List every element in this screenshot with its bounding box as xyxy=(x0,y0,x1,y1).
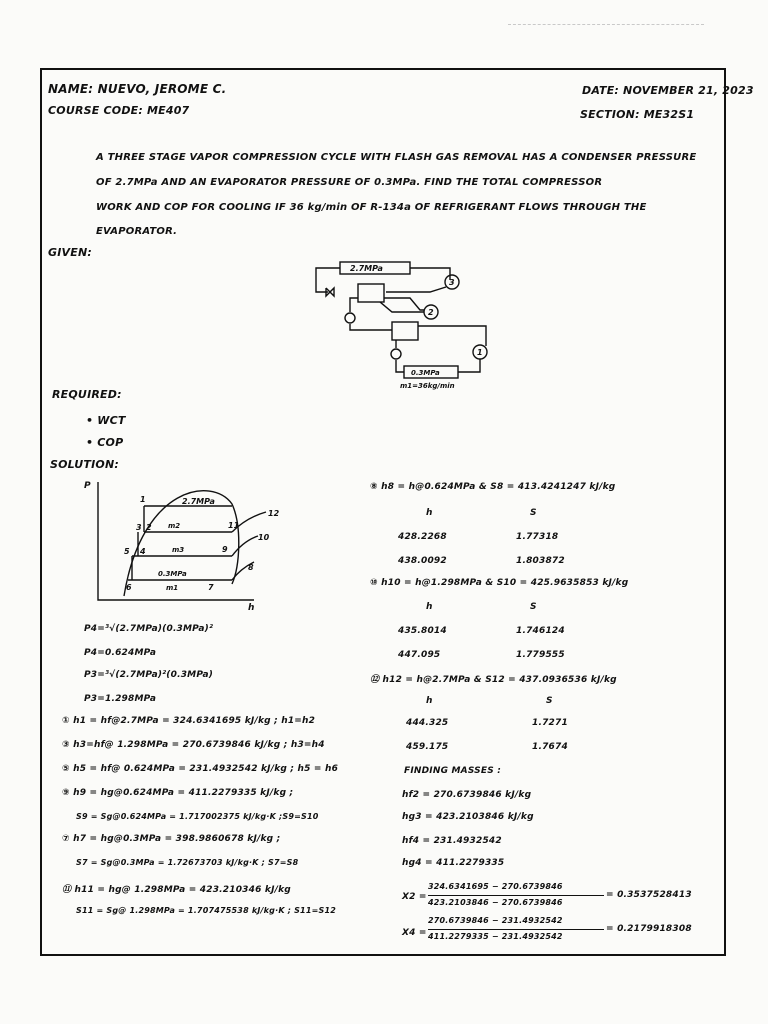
x2-fraction-bar xyxy=(428,895,604,896)
hg4-line: hg4 = 411.2279335 xyxy=(402,858,505,868)
h5-line: ⑤ h5 = hf@ 0.624MPa = 231.4932542 kJ/kg ; h5 = h6 xyxy=(62,764,339,774)
date: DATE: NOVEMBER 21, 2023 xyxy=(582,84,754,97)
top-dotted-line xyxy=(508,24,704,25)
x2-denominator: 423.2103846 − 270.6739846 xyxy=(428,898,563,907)
cycle-schematic xyxy=(300,254,500,394)
ph-diagram xyxy=(82,476,282,612)
x4-numerator: 270.6739846 − 231.4932542 xyxy=(428,916,563,925)
problem-line-4: EVAPORATOR. xyxy=(96,226,178,237)
x2-numerator: 324.6341695 − 270.6739846 xyxy=(428,882,563,891)
ph-m2: m2 xyxy=(168,522,181,530)
pipe-condenser-left xyxy=(316,268,340,292)
t2-row1-s: 1.746124 xyxy=(516,626,565,636)
problem-line-1: A THREE STAGE VAPOR COMPRESSION CYCLE WITH FLASH GAS REMOVAL HAS A CONDENSER PRESSURE xyxy=(96,152,697,163)
h10-line: ⑩ h10 = h@1.298MPa & S10 = 425.9635853 kJ/kg xyxy=(370,578,629,588)
evaporator-pressure-label: 0.3MPa xyxy=(411,369,440,377)
pipe-flash-upper-out xyxy=(384,298,424,310)
pipe-3-to-flash xyxy=(386,287,446,292)
student-name: NAME: NUEVO, JEROME C. xyxy=(48,82,227,96)
pipe-1-to-lower xyxy=(458,359,480,372)
x2-value: = 0.3537528413 xyxy=(606,890,692,900)
ph-point-8: 8 xyxy=(248,563,254,572)
ph-m1: m1 xyxy=(166,584,179,592)
ph-point-7: 7 xyxy=(208,583,214,592)
ph-m3: m3 xyxy=(172,546,185,554)
pipe-condenser-right xyxy=(410,268,450,280)
p4-formula: P4=³√(2.7MPa)(0.3MPa)² xyxy=(84,624,214,634)
t2-head-s: S xyxy=(530,602,537,612)
t3-row2-h: 459.175 xyxy=(406,742,449,752)
flash-tank-lower xyxy=(392,322,418,340)
x4-denominator: 411.2279335 − 231.4932542 xyxy=(428,932,563,941)
h-axis-label: h xyxy=(248,603,255,612)
p-axis-label: P xyxy=(84,481,91,491)
h3-line: ③ h3=hf@ 1.298MPa = 270.6739846 kJ/kg ; h3=h4 xyxy=(62,740,325,750)
x4-lhs: X4 = xyxy=(402,928,427,938)
circle-1-label: 1 xyxy=(477,348,483,357)
h8-line: ⑧ h8 = h@0.624MPa & S8 = 413.4241247 kJ/kg xyxy=(370,482,616,492)
ph-top-pressure: 2.7MPa xyxy=(182,497,215,506)
t1-row2-h: 438.0092 xyxy=(398,556,447,566)
ph-point-12: 12 xyxy=(268,509,280,518)
ph-point-11: 11 xyxy=(228,521,240,530)
course-code: COURSE CODE: ME407 xyxy=(48,104,190,117)
s7-line: S7 = Sg@0.3MPa = 1.72673703 kJ/kg·K ; S7=S8 xyxy=(76,858,299,867)
hg3-line: hg3 = 423.2103846 kJ/kg xyxy=(402,812,534,822)
h11-line: ⑪ h11 = hg@ 1.298MPa = 423.210346 kJ/kg xyxy=(62,885,291,895)
t3-row2-s: 1.7674 xyxy=(532,742,568,752)
ph-point-4: 4 xyxy=(140,547,146,556)
problem-line-3: WORK AND COP FOR COOLING IF 36 kg/min OF R-134a OF REFRIGERANT FLOWS THROUGH THE xyxy=(96,202,647,213)
hf2-line: hf2 = 270.6739846 kJ/kg xyxy=(402,790,532,800)
ph-point-5: 5 xyxy=(124,547,130,556)
s11-line: S11 = Sg@ 1.298MPa = 1.707475538 kJ/kg·K ; S11=S12 xyxy=(76,906,336,915)
ph-point-6: 6 xyxy=(126,583,132,592)
t2-row2-s: 1.779555 xyxy=(516,650,565,660)
p3-formula: P3=³√(2.7MPa)²(0.3MPa) xyxy=(84,670,214,680)
x2-lhs: X2 = xyxy=(402,892,427,902)
h7-line: ⑦ h7 = hg@0.3MPa = 398.9860678 kJ/kg ; xyxy=(62,834,281,844)
ph-point-9: 9 xyxy=(222,545,228,554)
hf4-line: hf4 = 231.4932542 xyxy=(402,836,502,846)
t1-head-s: S xyxy=(530,508,537,518)
circle-2-label: 2 xyxy=(428,308,434,317)
section: SECTION: ME32S1 xyxy=(580,108,695,121)
s9-line: S9 = Sg@0.624MPa = 1.717002375 kJ/kg·K ;S9=S10 xyxy=(76,812,319,821)
x4-fraction-bar xyxy=(428,929,604,930)
condenser-pressure-label: 2.7MPa xyxy=(350,264,383,273)
t2-row2-h: 447.095 xyxy=(398,650,441,660)
pipe-expansion-1 xyxy=(350,298,358,312)
expansion-valve-3 xyxy=(391,349,401,359)
pipe-lower-flash-top xyxy=(418,326,486,346)
ph-point-2: 2 xyxy=(146,523,152,532)
circle-3-label: 3 xyxy=(449,278,455,287)
given-label: GIVEN: xyxy=(48,246,92,259)
t3-head-h: h xyxy=(426,696,433,706)
h1-line: ① h1 = hf@2.7MPa = 324.6341695 kJ/kg ; h1=h2 xyxy=(62,716,316,726)
ph-point-3: 3 xyxy=(136,523,142,532)
t1-head-h: h xyxy=(426,508,433,518)
x4-value: = 0.2179918308 xyxy=(606,924,692,934)
t1-row1-s: 1.77318 xyxy=(516,532,559,542)
t3-row1-h: 444.325 xyxy=(406,718,449,728)
expansion-valve-2 xyxy=(345,313,355,323)
t1-row1-h: 428.2268 xyxy=(398,532,447,542)
h9-line: ⑨ h9 = hg@0.624MPa = 411.2279335 kJ/kg ; xyxy=(62,788,294,798)
t3-row1-s: 1.7271 xyxy=(532,718,568,728)
finding-masses-label: FINDING MASSES : xyxy=(404,766,502,776)
ph-point-1: 1 xyxy=(140,495,146,504)
solution-label: SOLUTION: xyxy=(50,458,119,471)
t3-head-s: S xyxy=(546,696,553,706)
pipe-to-evaporator xyxy=(396,360,404,372)
t2-row1-h: 435.8014 xyxy=(398,626,447,636)
t2-head-h: h xyxy=(426,602,433,612)
p4-value: P4=0.624MPa xyxy=(84,648,157,658)
p3-value: P3=1.298MPa xyxy=(84,694,157,704)
ph-bottom-pressure: 0.3MPa xyxy=(158,570,187,578)
ph-point-10: 10 xyxy=(258,533,270,542)
mass-flow-label: m1=36kg/min xyxy=(400,382,455,390)
required-item-cop: • COP xyxy=(86,436,124,449)
h12-line: ⑫ h12 = h@2.7MPa & S12 = 437.0936536 kJ/kg xyxy=(370,675,617,685)
required-label: REQUIRED: xyxy=(52,388,122,401)
pipe-to-lower-flash xyxy=(350,324,392,330)
t1-row2-s: 1.803872 xyxy=(516,556,565,566)
required-item-wct: • WCT xyxy=(86,414,126,427)
compression-9-10 xyxy=(232,536,258,556)
flash-tank-upper xyxy=(358,284,384,302)
problem-line-2: OF 2.7MPa AND AN EVAPORATOR PRESSURE OF 0.3MPa. FIND THE TOTAL COMPRESSOR xyxy=(96,177,603,188)
